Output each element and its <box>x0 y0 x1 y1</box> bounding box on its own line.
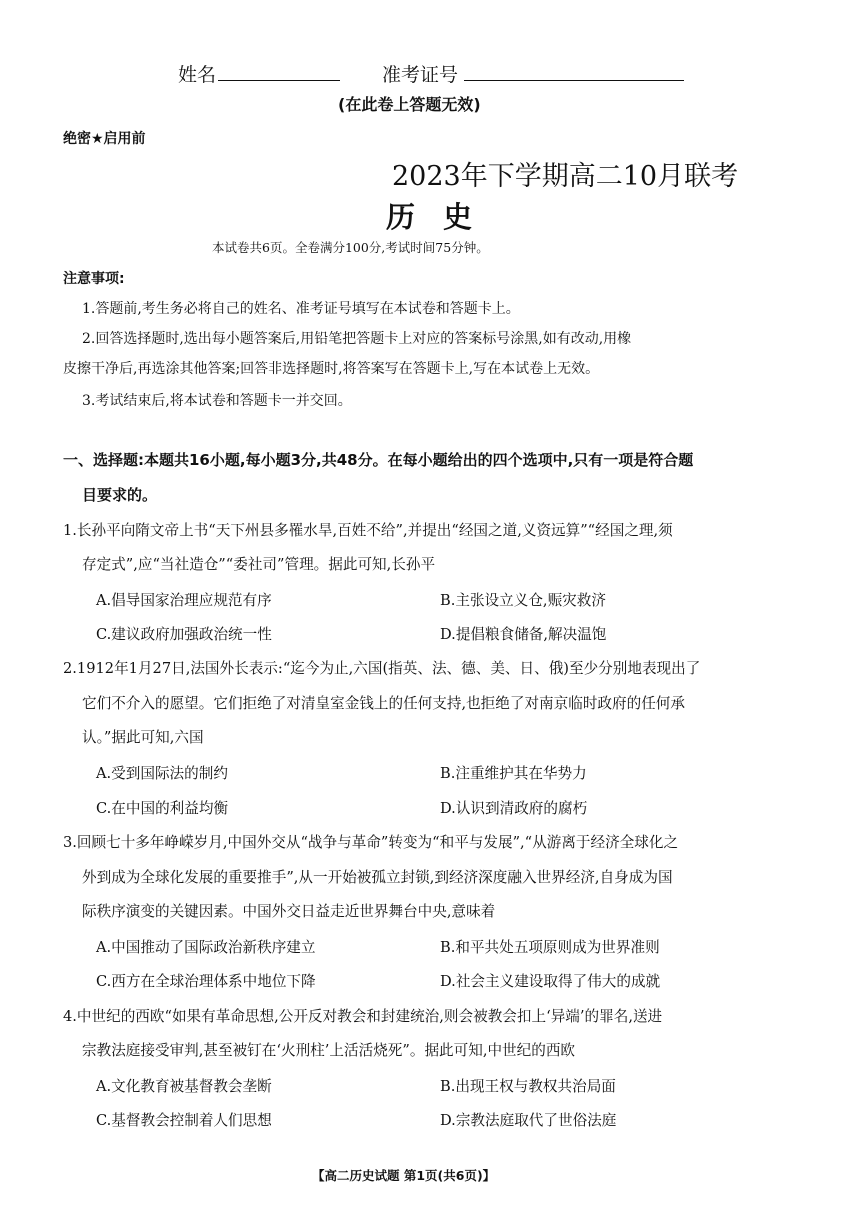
exam-meta: 本试卷共6页。全卷满分100分,考试时间75分钟。 <box>212 240 489 255</box>
invalid-note: (在此卷上答题无效) <box>338 95 481 114</box>
question-3-option-b: B.和平共处五项原则成为世界准则 <box>440 939 660 956</box>
exam-id-blank <box>464 62 684 81</box>
question-1-line: 存定式”,应“当社造仓”“委社司”管理。据此可知,长孙平 <box>82 556 436 573</box>
question-2-line: 它们不介入的愿望。它们拒绝了对清皇室金钱上的任何支持,也拒绝了对南京临时政府的任何承 <box>82 695 685 712</box>
note-line: 皮擦干净后,再选涂其他答案;回答非选择题时,将答案写在答题卡上,写在本试卷上无效。 <box>63 361 600 377</box>
question-4-line: 宗教法庭接受审判,甚至被钉在‘火刑柱’上活活烧死”。据此可知,中世纪的西欧 <box>82 1042 576 1059</box>
question-4-option-b: B.出现王权与教权共治局面 <box>440 1078 616 1095</box>
question-4-option-a: A.文化教育被基督教会垄断 <box>96 1078 272 1095</box>
question-3-line: 外到成为全球化发展的重要推手”,从一开始被孤立封锁,到经济深度融入世界经济,自身成为国 <box>82 869 673 886</box>
question-3-line: 际秩序演变的关键因素。中国外交日益走近世界舞台中央,意味着 <box>82 903 496 920</box>
notes-heading: 注意事项: <box>63 271 125 287</box>
question-2-option-b: B.注重维护其在华势力 <box>440 765 587 782</box>
subject-title: 历史 <box>386 200 501 234</box>
question-4-line: 4.中世纪的西欧“如果有革命思想,公开反对教会和封建统治,则会被教会扣上‘异端’的罪名,送进 <box>63 1008 663 1025</box>
note-line: 2.回答选择题时,选出每小题答案后,用铅笔把答题卡上对应的答案标号涂黑,如有改动,用橡 <box>82 331 632 347</box>
note-line: 3.考试结束后,将本试卷和答题卡一并交回。 <box>82 393 352 409</box>
question-4-option-c: C.基督教会控制着人们思想 <box>96 1112 272 1129</box>
question-2-option-a: A.受到国际法的制约 <box>96 765 228 782</box>
secret-mark: 绝密★启用前 <box>63 131 146 147</box>
section-heading-cont: 目要求的。 <box>82 486 158 504</box>
question-3-option-d: D.社会主义建设取得了伟大的成就 <box>440 973 661 990</box>
question-1-option-d: D.提倡粮食储备,解决温饱 <box>440 626 607 643</box>
question-3-option-c: C.西方在全球治理体系中地位下降 <box>96 973 316 990</box>
exam-id-label: 准考证号 <box>382 64 459 86</box>
question-2-option-c: C.在中国的利益均衡 <box>96 800 229 817</box>
question-2-line: 认。”据此可知,六国 <box>82 729 204 746</box>
question-1-option-a: A.倡导国家治理应规范有序 <box>96 592 272 609</box>
question-3-line: 3.回顾七十多年峥嵘岁月,中国外交从“战争与革命”转变为“和平与发展”,“从游离于经济全球化之 <box>63 834 679 851</box>
section-heading: 一、选择题:本题共16小题,每小题3分,共48分。在每小题给出的四个选项中,只有一项是符合题 <box>63 451 694 469</box>
name-blank <box>218 62 340 81</box>
note-line: 1.答题前,考生务必将自己的姓名、准考证号填写在本试卷和答题卡上。 <box>82 301 520 317</box>
exam-title: 2023年下学期高二10月联考 <box>392 161 739 192</box>
question-4-option-d: D.宗教法庭取代了世俗法庭 <box>440 1112 617 1129</box>
name-label: 姓名 <box>178 64 217 86</box>
question-2-line: 2.1912年1月27日,法国外长表示:“迄今为止,六国(指英、法、德、美、日、俄)至少分别地表现出了 <box>63 660 701 677</box>
question-3-option-a: A.中国推动了国际政治新秩序建立 <box>96 939 316 956</box>
question-2-option-d: D.认识到清政府的腐朽 <box>440 800 588 817</box>
question-1-option-b: B.主张设立义仓,赈灾救济 <box>440 592 606 609</box>
page-footer: 【高二历史试题 第1页(共6页)】 <box>312 1168 496 1183</box>
question-1-option-c: C.建议政府加强政治统一性 <box>96 626 272 643</box>
question-1-line: 1.长孙平向隋文帝上书“天下州县多罹水旱,百姓不给”,并提出“经国之道,义资远算”“经国之理,须 <box>63 522 673 539</box>
